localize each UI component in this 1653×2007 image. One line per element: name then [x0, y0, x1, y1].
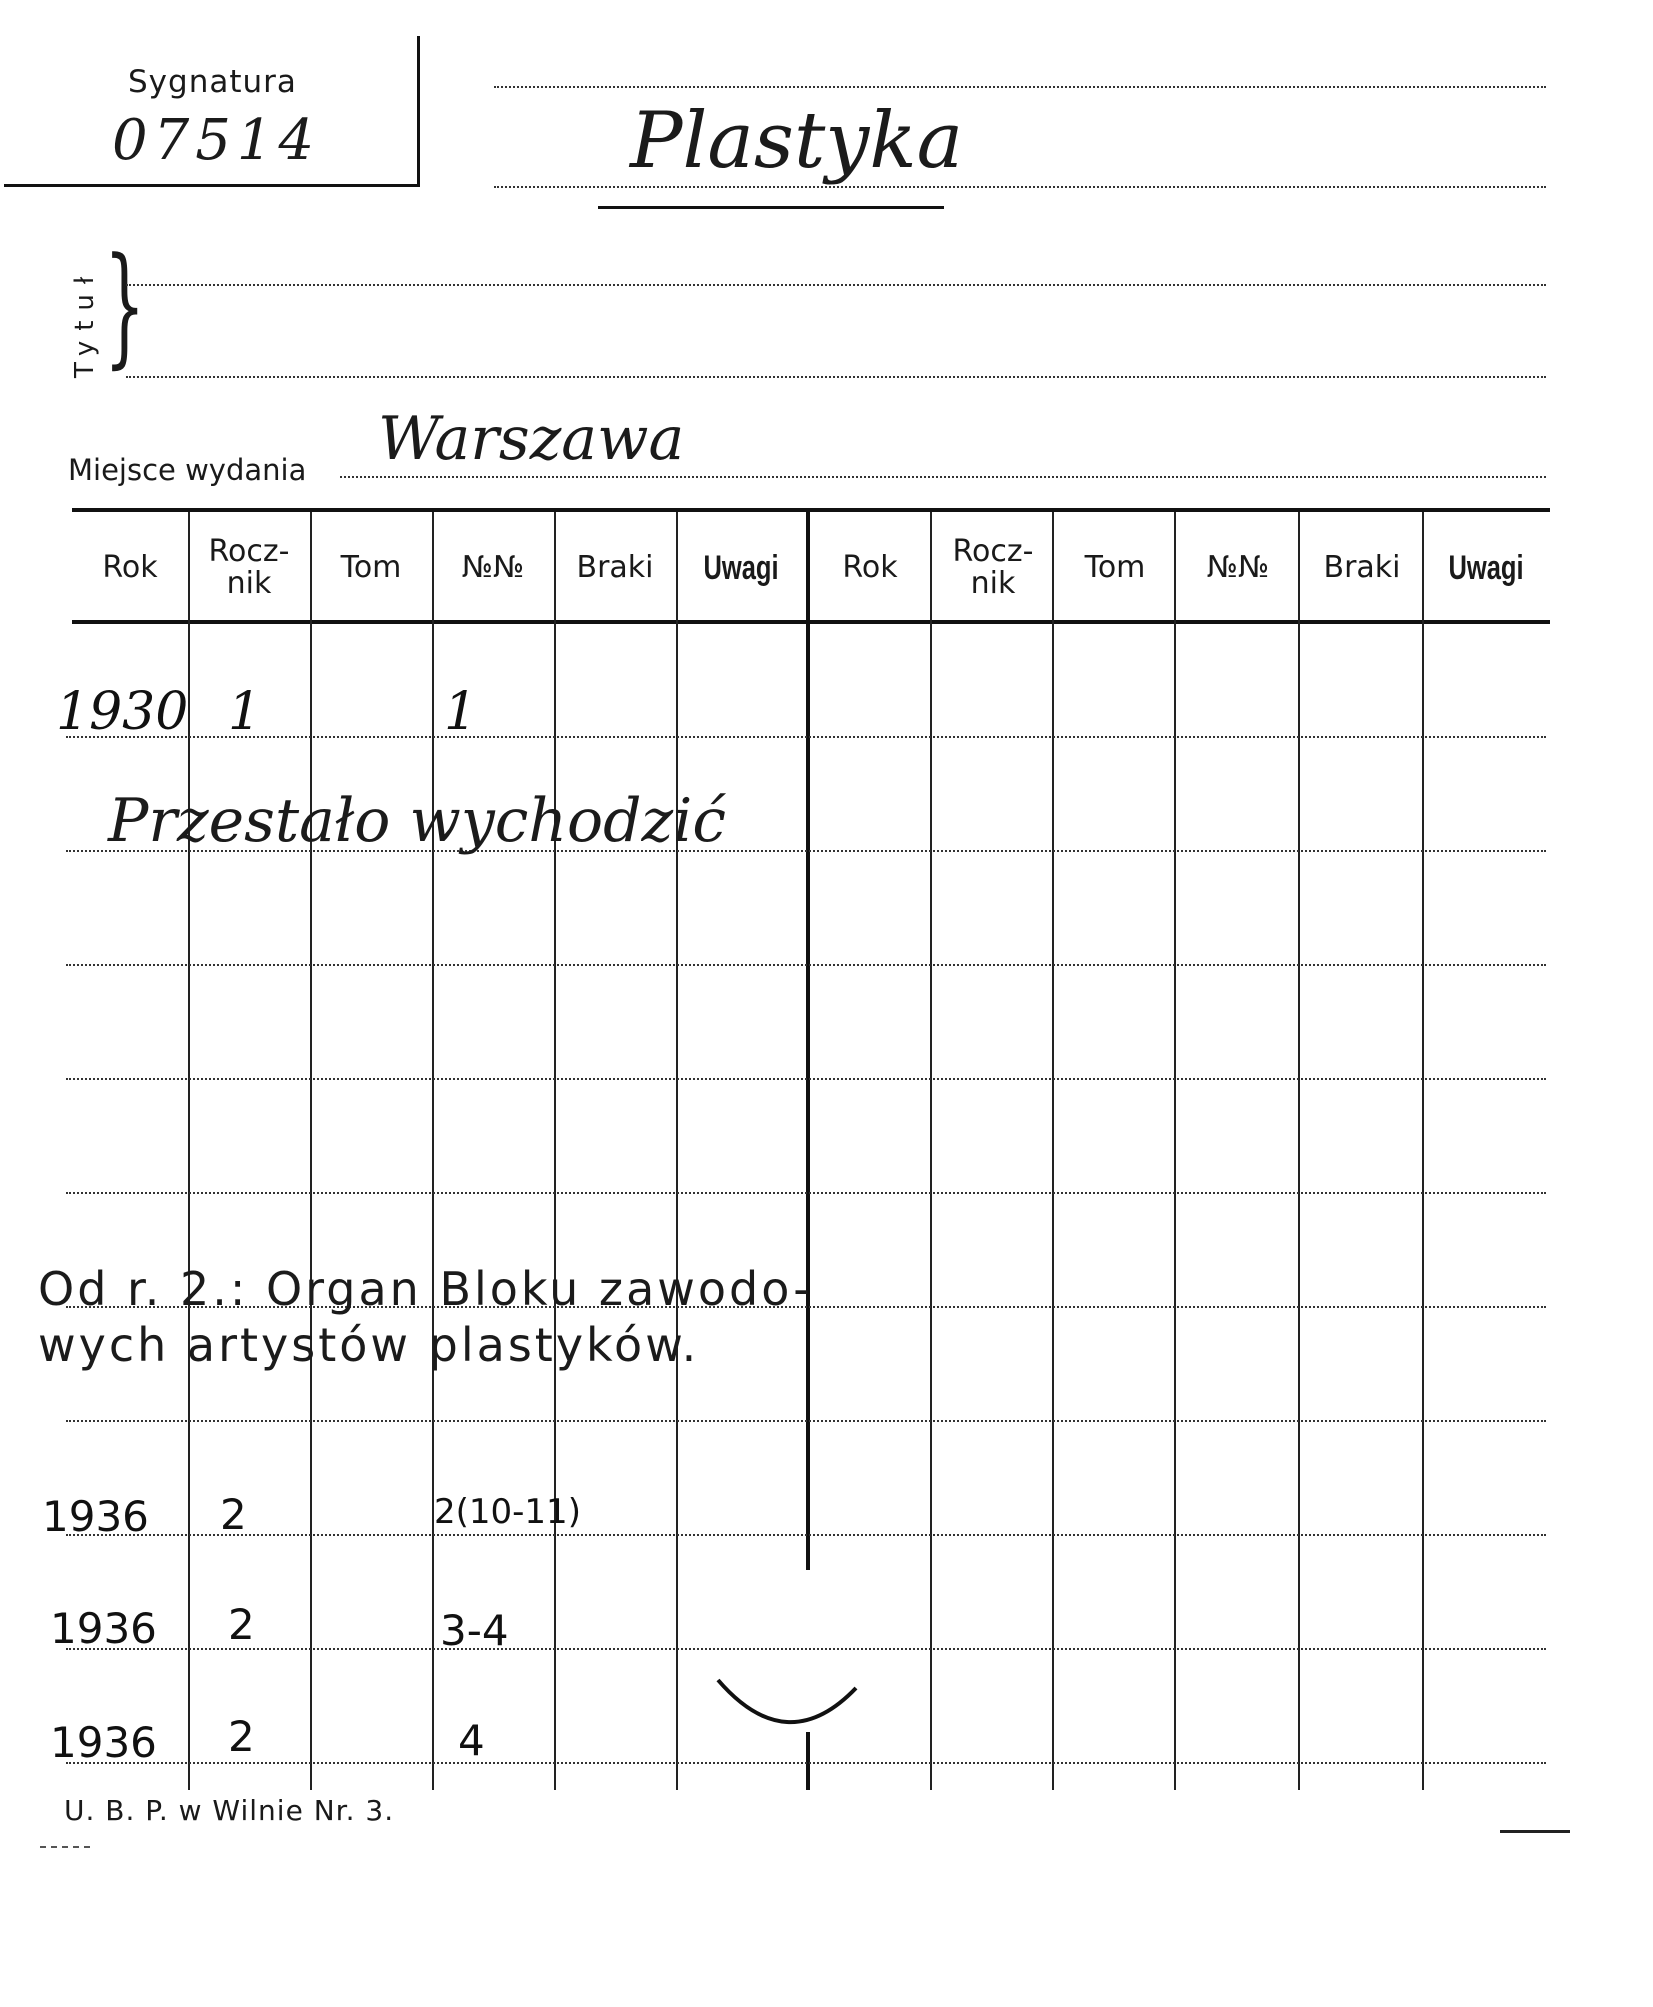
column-divider — [676, 512, 678, 1790]
entry-rok: 1936 — [42, 1492, 149, 1541]
column-divider — [930, 512, 932, 1790]
col-header-text: Tom — [340, 550, 402, 585]
signature-value: 07514 — [112, 108, 321, 173]
signature-box-border — [417, 36, 420, 186]
column-divider — [1174, 512, 1176, 1790]
col-header-text: Rok — [842, 550, 898, 585]
entry-numery: 1 — [444, 682, 478, 742]
printer-footer: U. B. P. w Wilnie Nr. 3. — [64, 1794, 395, 1827]
title-dotted-line-1 — [494, 86, 1546, 88]
col-header-text: Rocz- nik — [208, 534, 290, 601]
col-header-rocznik-right — [932, 520, 1054, 616]
column-divider — [1052, 512, 1054, 1790]
entry-rok: 1930 — [56, 682, 189, 742]
col-header-text: Tom — [1084, 550, 1146, 585]
signature-box-bottom-border — [4, 184, 420, 187]
col-header-text: Braki — [576, 550, 654, 585]
col-header-braki-left — [554, 520, 676, 616]
title-handwritten: Plastyka — [630, 96, 964, 186]
col-header-text: Uwagi — [703, 549, 779, 587]
row-line — [66, 1648, 1546, 1650]
center-divider — [806, 512, 810, 1570]
col-header-uwagi-right — [1440, 520, 1533, 616]
col-header-text: №№ — [461, 550, 525, 585]
tytul-brace-icon: } — [104, 229, 146, 381]
entry-numery: 2(10-11) — [434, 1492, 581, 1532]
organ-note-line2: wych artystów plastyków. — [38, 1318, 700, 1372]
column-divider — [310, 512, 312, 1790]
col-header-uwagi-left — [692, 520, 790, 616]
col-header-text: Rok — [102, 550, 158, 585]
signature-label: Sygnatura — [128, 64, 297, 100]
row-line — [66, 1078, 1546, 1080]
entry-rocznik: 2 — [220, 1490, 247, 1539]
row-line — [66, 1762, 1546, 1764]
entry-numery: 4 — [458, 1716, 485, 1765]
title-underline — [598, 206, 944, 209]
col-header-rocznik-left — [188, 520, 310, 616]
entry-rocznik: 2 — [228, 1712, 255, 1761]
tytul-dotted-line-1 — [126, 284, 1546, 286]
col-header-text: №№ — [1206, 550, 1270, 585]
column-divider — [1298, 512, 1300, 1790]
entry-rocznik: 2 — [228, 1600, 255, 1649]
place-label: Miejsce wydania — [68, 453, 307, 487]
table-top-rule — [72, 508, 1550, 512]
edge-mark — [1500, 1830, 1570, 1833]
col-header-tom-right — [1054, 520, 1176, 616]
column-divider — [1422, 512, 1424, 1790]
col-header-braki-right — [1300, 520, 1424, 616]
tytul-label: Tytuł — [70, 266, 100, 378]
entry-rok: 1936 — [50, 1718, 157, 1767]
edge-mark — [40, 1846, 90, 1848]
title-dotted-line-2 — [494, 186, 1546, 188]
column-divider — [554, 512, 556, 1790]
ceased-note: Przestało wychodzić — [108, 786, 726, 856]
tytul-dotted-line-2 — [126, 376, 1546, 378]
punch-hole-mark — [712, 1660, 862, 1760]
table-header-bottom-rule — [72, 620, 1550, 624]
col-header-tom-left — [310, 520, 432, 616]
col-header-text: Braki — [1323, 550, 1401, 585]
place-dotted-line — [340, 476, 1546, 478]
col-header-rok-right — [808, 520, 932, 616]
col-header-text: Rocz- nik — [952, 534, 1034, 601]
row-line — [66, 1534, 1546, 1536]
row-line — [66, 964, 1546, 966]
col-header-text: Uwagi — [1448, 549, 1524, 587]
column-divider — [432, 512, 434, 1790]
organ-note-line1: Od r. 2.: Organ Bloku zawodo- — [38, 1262, 813, 1316]
place-value: Warszawa — [378, 404, 685, 474]
entry-numery: 3-4 — [440, 1606, 509, 1655]
row-line — [66, 1192, 1546, 1194]
entry-rocznik: 1 — [228, 682, 262, 742]
col-header-numery-left — [432, 520, 554, 616]
col-header-rok-left — [72, 520, 188, 616]
row-line — [66, 736, 1546, 738]
col-header-numery-right — [1176, 520, 1300, 616]
row-line — [66, 1420, 1546, 1422]
entry-rok: 1936 — [50, 1604, 157, 1653]
